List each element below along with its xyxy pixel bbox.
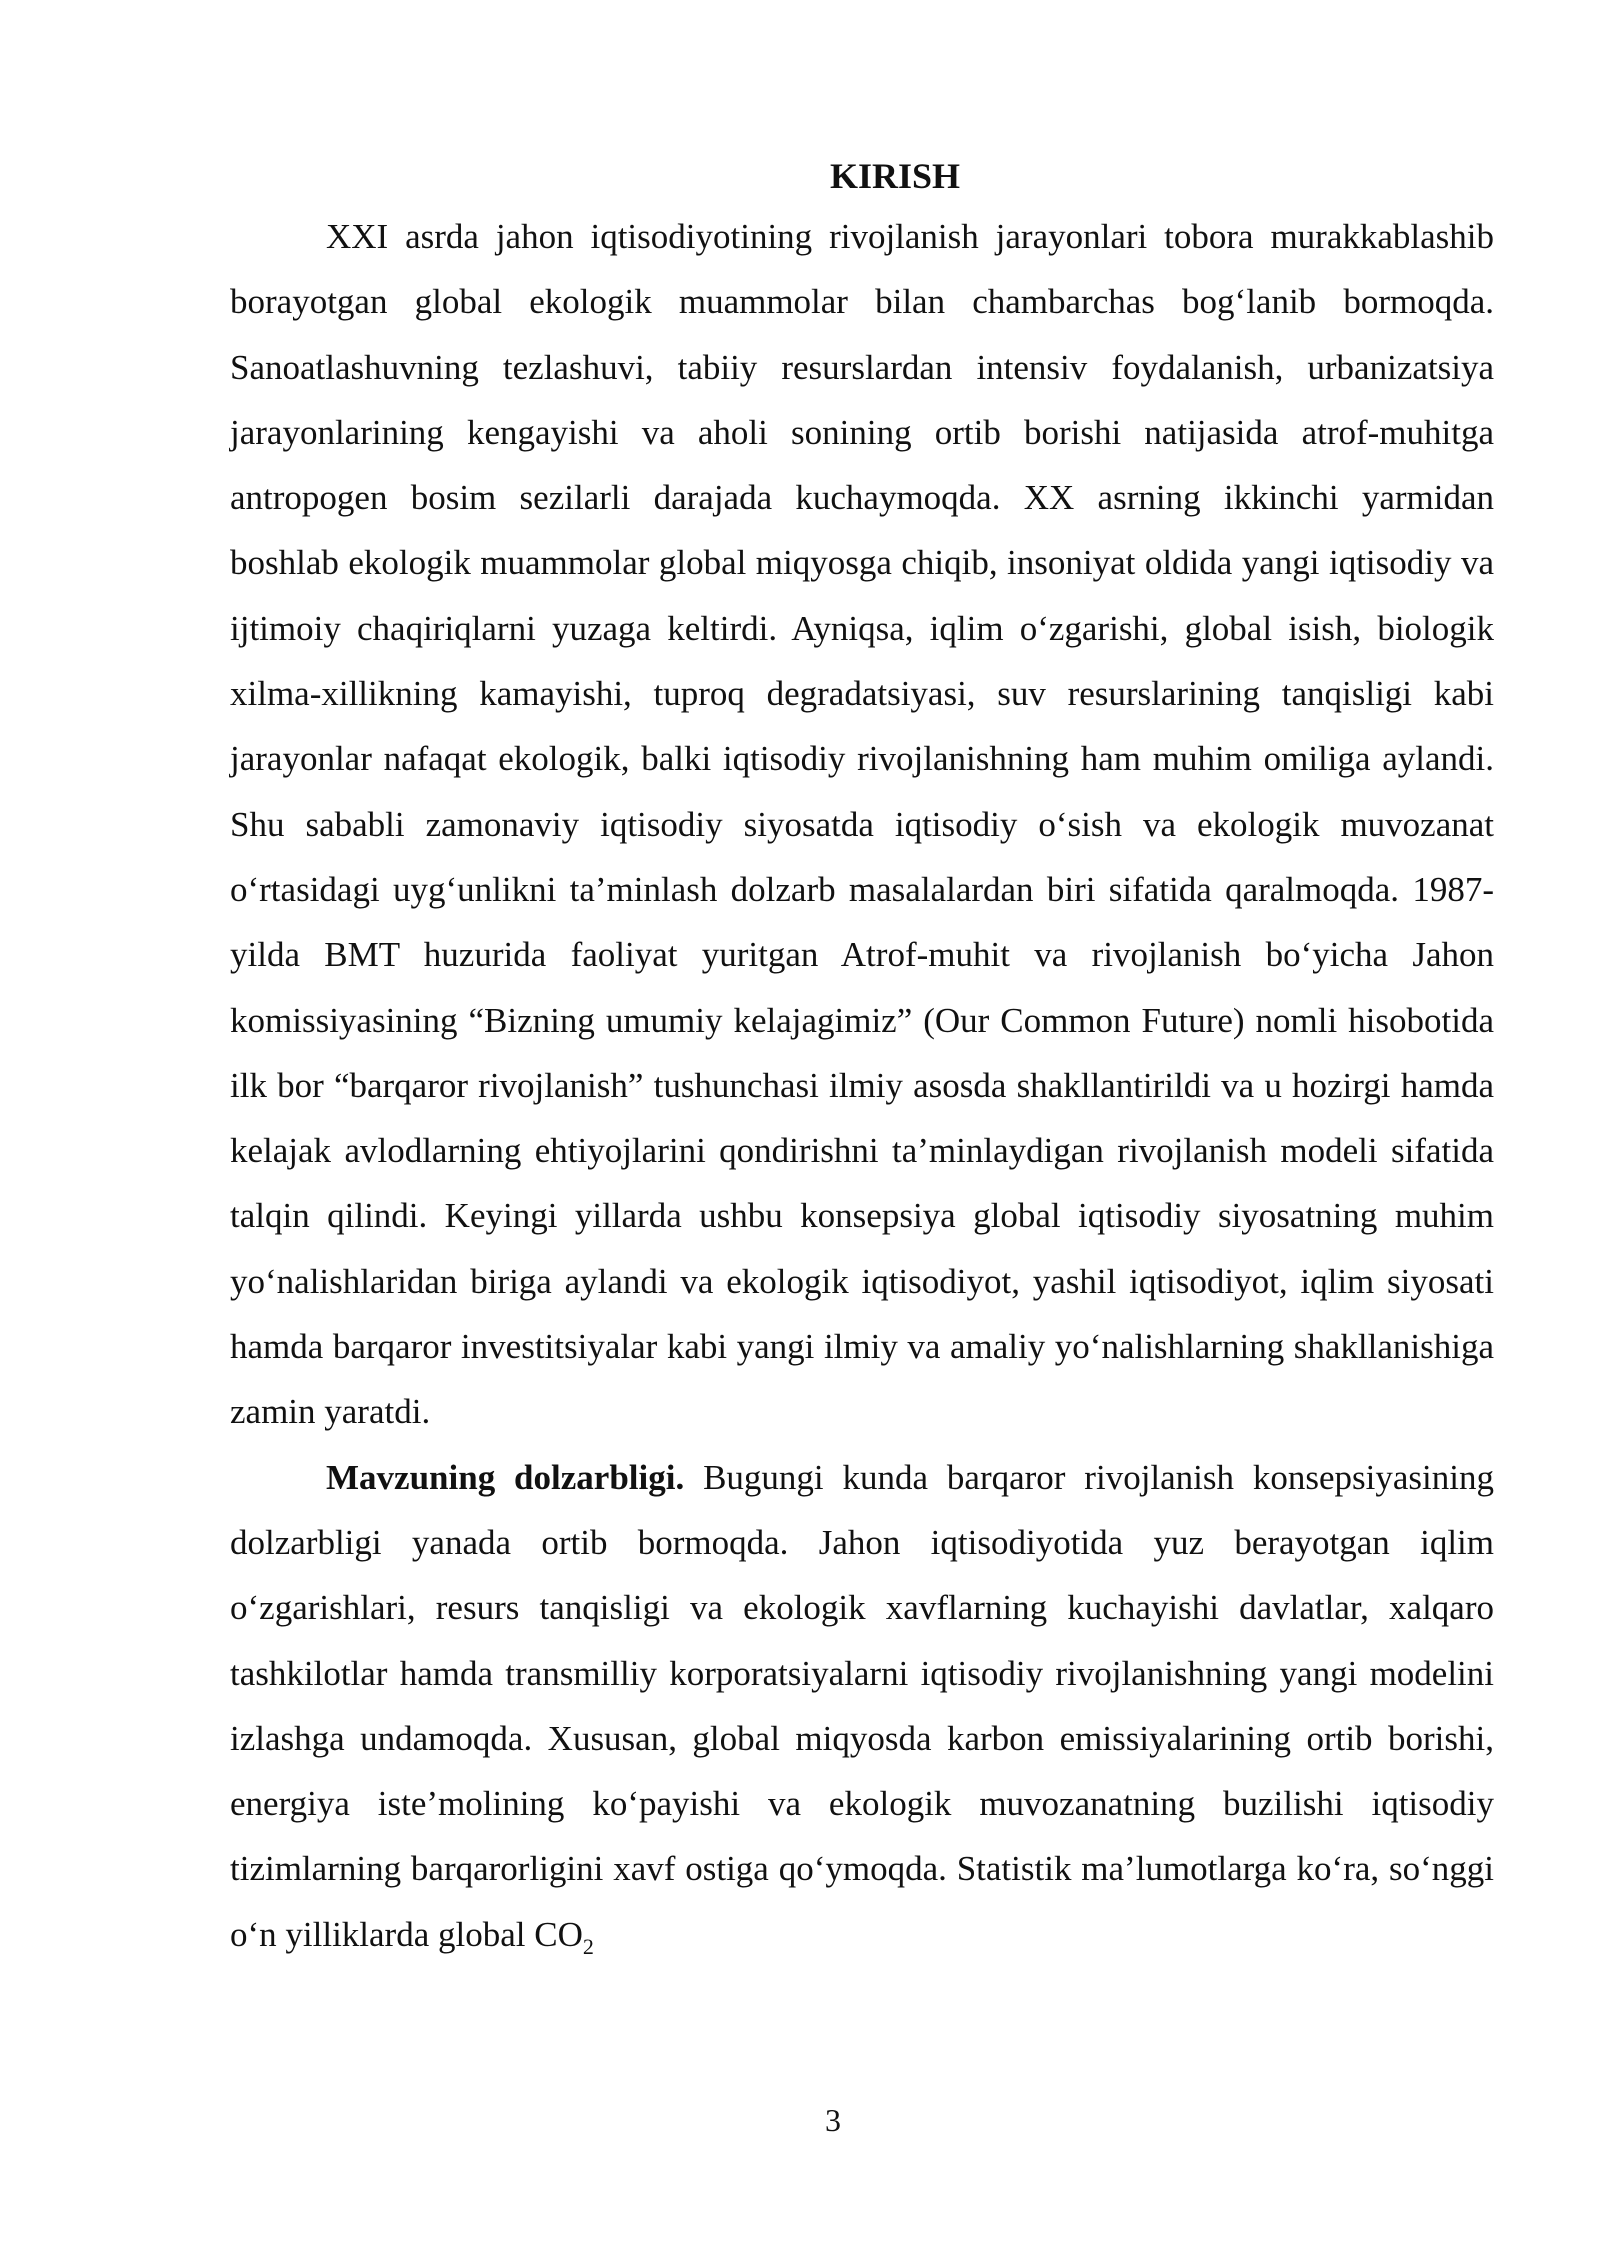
relevance-paragraph-text: Bugungi kunda barqaror rivojlanish konsepsiyasining dolzarbligi yanada ortib bormoqda. Jahon iqtisodiyotida yuz berayotgan iqlim o‘zgarishlari, resurs tanqisligi va ekologik xavflarning kuchayishi davlatlar, xalqaro tashkilotlar hamda transmilliy korporatsiyalarni iqtisodiy rivojlanishning yangi modelini izlashga undamoqda. Xususan, global miqyosda karbon emissiyalarining ortib borishi, energiya iste’molining ko‘payishi va ekologik muvozanatning buzilishi iqtisodiy tizimlarning barqarorligini xavf ostiga qo‘ymoqda. Statistik ma’lumotlarga ko‘ra, so‘nggi o‘n yilliklarda global CO — [230, 1457, 1494, 1954]
relevance-paragraph — [230, 1445, 1494, 1967]
intro-paragraph-text: XXI asrda jahon iqtisodiyotining rivojlanish jarayonlari tobora murakkablashib borayotgan global ekologik muammolar bilan chambarchas bog‘lanib bormoqda. Sanoatlashuvning tezlashuvi, tabiiy resurslardan intensiv foydalanish, urbanizatsiya jarayonlarining kengayishi va aholi sonining ortib borishi natijasida atrof-muhitga antropogen bosim sezilarli darajada kuchaymoqda. XX asrning ikkinchi yarmidan boshlab ekologik muammolar global miqyosga chiqib, insoniyat oldida yangi iqtisodiy va ijtimoiy chaqiriqlarni yuzaga keltirdi. Ayniqsa, iqlim o‘zgarishi, global isish, biologik xilma-xillikning kamayishi, tuproq degradatsiyasi, suv resurslarining tanqisligi kabi jarayonlar nafaqat ekologik, balki iqtisodiy rivojlanishning ham muhim omiliga aylandi. Shu sababli zamonaviy iqtisodiy siyosatda iqtisodiy o‘sish va ekologik muvozanat o‘rtasidagi uyg‘unlikni ta’minlash dolzarb masalalardan biri sifatida qaralmoqda. 1987-yilda BMT huzurida faoliyat yuritgan Atrof-muhit va rivojlanish bo‘yicha Jahon komissiyasining “Bizning umumiy kelajagimiz” (Our Common Future) nomli hisobotida ilk bor “barqaror rivojlanish” tushunchasi ilmiy asosda shakllantirildi va u hozirgi hamda kelajak avlodlarning ehtiyojlarini qondirishni ta’minlaydigan rivojlanish modeli sifatida talqin qilindi. Keyingi yillarda ushbu konsepsiya global iqtisodiy siyosatning muhim yo‘nalishlaridan biriga aylandi va ekologik iqtisodiyot, yashil iqtisodiyot, iqlim siyosati hamda barqaror investitsiyalar kabi yangi ilmiy va amaliy yo‘nalishlarning shakllanishiga zamin yaratdi. — [230, 217, 1494, 1432]
page-title: KIRISH — [829, 156, 961, 196]
page-number: 3 — [825, 2102, 841, 2138]
intro-paragraph — [230, 204, 1494, 1445]
page-content — [230, 148, 1494, 1967]
relevance-paragraph-lead: Mavzuning dolzarbligi. — [326, 1457, 685, 1497]
co2-subscript: 2 — [582, 1933, 594, 1959]
